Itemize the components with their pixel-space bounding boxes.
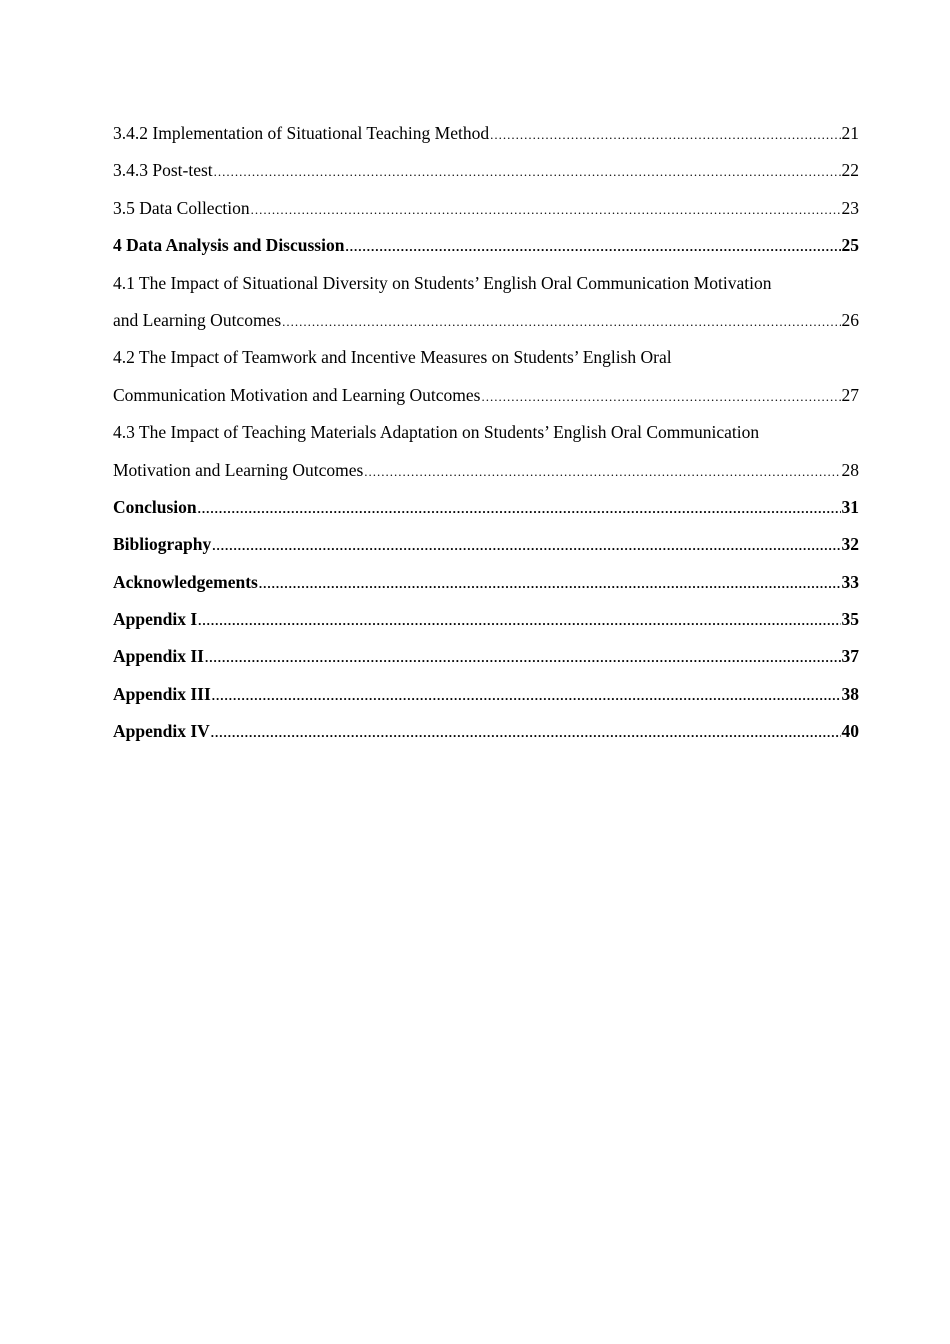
dot-leader (345, 233, 840, 261)
toc-entry-page: 35 (841, 609, 859, 630)
dot-leader (212, 532, 840, 560)
toc-entry-page: 27 (841, 384, 859, 405)
table-of-contents (113, 119, 859, 755)
toc-entry[interactable] (113, 194, 859, 231)
toc-entry-page: 38 (841, 683, 859, 704)
toc-entry-title-line1: 4.2 The Impact of Teamwork and Incentive Measures on Students’ English Oral (113, 347, 672, 368)
toc-entry-title: Appendix IV (113, 721, 210, 742)
toc-entry-title: Acknowledgements (113, 571, 258, 592)
toc-entry[interactable] (113, 343, 859, 418)
dot-leader (212, 682, 841, 710)
toc-entry-page: 37 (841, 646, 859, 667)
toc-entry-title: Appendix III (113, 683, 211, 704)
toc-entry-title: Conclusion (113, 496, 197, 517)
toc-entry-page: 26 (841, 309, 859, 330)
toc-entry[interactable] (113, 156, 859, 193)
toc-entry[interactable] (113, 418, 859, 493)
dot-leader (364, 458, 840, 486)
toc-entry[interactable] (113, 530, 859, 567)
toc-entry-page: 22 (841, 160, 859, 181)
dot-leader (282, 308, 840, 336)
toc-entry[interactable] (113, 269, 859, 344)
toc-entry[interactable] (113, 717, 859, 754)
toc-entry-title: Bibliography (113, 534, 212, 555)
toc-entry[interactable] (113, 680, 859, 717)
toc-entry-title: 4 Data Analysis and Discussion (113, 235, 345, 256)
toc-entry-page: 33 (841, 571, 859, 592)
toc-entry-page: 31 (841, 496, 859, 517)
dot-leader (251, 196, 841, 224)
toc-entry-page: 25 (841, 235, 859, 256)
dot-leader (481, 383, 840, 411)
dot-leader (205, 644, 841, 672)
toc-entry-title-line2: Motivation and Learning Outcomes (113, 459, 364, 480)
dot-leader (198, 607, 840, 635)
toc-entry-title-line2: Communication Motivation and Learning Outcomes (113, 384, 481, 405)
toc-entry-title: 3.5 Data Collection (113, 197, 250, 218)
dot-leader (211, 719, 841, 747)
toc-entry-title-line1: 4.3 The Impact of Teaching Materials Adaptation on Students’ English Oral Communication (113, 422, 760, 443)
toc-entry-title: Appendix I (113, 609, 198, 630)
toc-entry-page: 32 (841, 534, 859, 555)
toc-entry-title: Appendix II (113, 646, 204, 667)
toc-entry[interactable] (113, 493, 859, 530)
toc-entry-title-line2: and Learning Outcomes (113, 309, 282, 330)
toc-entry-title-line1: 4.1 The Impact of Situational Diversity on Students’ English Oral Communication Motivation (113, 272, 772, 293)
toc-entry[interactable] (113, 642, 859, 679)
toc-entry-page: 21 (841, 123, 859, 143)
toc-entry-title: 3.4.2 Implementation of Situational Teaching Method (113, 123, 490, 143)
toc-entry[interactable] (113, 119, 859, 156)
toc-entry[interactable] (113, 568, 859, 605)
toc-entry-page: 40 (841, 721, 859, 742)
dot-leader (198, 495, 841, 523)
dot-leader (214, 158, 841, 186)
toc-entry[interactable] (113, 231, 859, 268)
dot-leader (259, 570, 841, 598)
toc-entry[interactable] (113, 605, 859, 642)
toc-entry-title: 3.4.3 Post-test (113, 160, 213, 181)
toc-entry-page: 28 (841, 459, 859, 480)
toc-entry-page: 23 (841, 197, 859, 218)
dot-leader (490, 121, 840, 149)
